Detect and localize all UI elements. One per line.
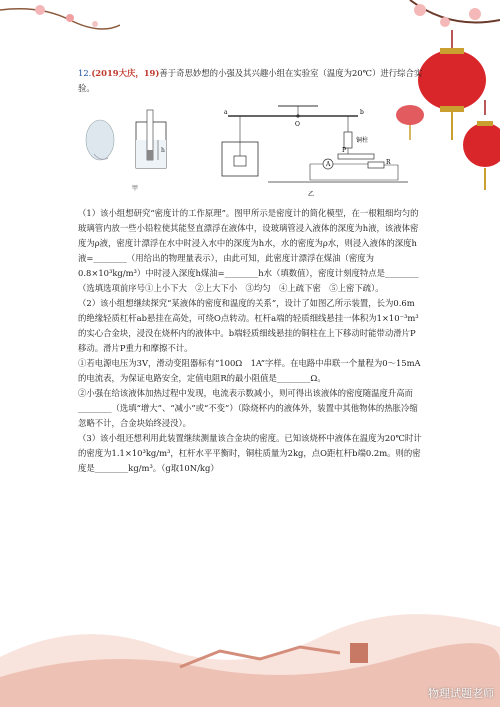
figures-area (78, 102, 423, 198)
great-wall-landscape (0, 567, 500, 707)
label-b: b (360, 109, 364, 116)
svg-text:h: h (161, 147, 165, 154)
question-number: 12. (78, 68, 92, 78)
label-copper: 铜柱 (356, 137, 369, 144)
watermark: 物理试题老师 (428, 687, 494, 700)
question-intro: 善于奇思妙想的小强及其兴趣小组在实验室（温度为20℃）进行综合实验。 (78, 68, 423, 93)
question-source: (2019大庆，19) (91, 68, 160, 78)
figure-yi (218, 102, 418, 198)
paragraph-5: （3）该小组还想利用此装置继续测量该合金块的密度。已知该烧杯中液体在温度为20℃时计的密度为1.1×10³kg/m³，杠杆水平平衡时，铜柱质量为2kg，点O距杠杆b端0.2m。则的密度是________kg/m³。（g取10N/kg） (78, 433, 422, 473)
figure-jia-label: 甲 (132, 185, 139, 192)
paragraph-2: （2）该小组想继续探究“某液体的密度和温度的关系”，设计了如图乙所示装置，长为0.6m的绝缘轻质杠杆ab悬挂在高处，可绕O点转动。杠杆a端的轻质细线悬挂一体积为1×10⁻³m³的实心合金块，浸没在烧杯内的液体中。b端轻质细线悬挂的铜柱在上下移动时能带动滑片P移动。滑片P重力和摩擦不计。 (78, 298, 419, 353)
figure-jia (78, 102, 198, 198)
question-content (78, 66, 423, 476)
plum-blossom-decoration (0, 0, 120, 60)
question-header (78, 66, 423, 96)
paragraph-1: （1）该小组想研究“密度计的工作原理”。图甲所示是密度计的简化模型，在一根粗细均匀的玻璃管内放一些小铅粒使其能竖直漂浮在液体中，设玻璃管浸入液体的深度为h液，该液体密度为ρ液，密度计漂浮在水中时浸入水中的深度为h水，水的密度为ρ水，则浸入液体的深度h液=________（用给出的物理量表示），由此可知，此密度计漂浮在煤油（密度为0.8×10³kg/m³）中时浸入深度h煤油=________h水（填数值），密度计刻度特点是________（选填选项前序号①上小下大 ②上大下小 ③均匀 ④上疏下密 ⑤上密下疏）。 (78, 208, 419, 293)
figure-yi-label: 乙 (308, 191, 315, 198)
label-p: P (342, 147, 347, 154)
label-ammeter: A (326, 161, 331, 168)
paragraph-4: ②小强在给该液体加热过程中发现，电流表示数减小，则可得出该液体的密度随温度升高而________（选填“增大”、“减小”或“不变”）（除烧杯内的液体外，装置中其他物体的热胀冷缩忽略不计，合金块始终浸没）。 (78, 388, 418, 428)
paragraph-3: ①若电源电压为3V，滑动变阻器标有“100Ω 1A”字样。在电路中串联一个量程为0～15mA的电流表，为保证电路安全，定值电阻R的最小阻值是________Ω。 (78, 358, 421, 383)
label-a: a (224, 109, 228, 116)
label-r: R (386, 159, 391, 166)
label-o: O (295, 121, 300, 128)
